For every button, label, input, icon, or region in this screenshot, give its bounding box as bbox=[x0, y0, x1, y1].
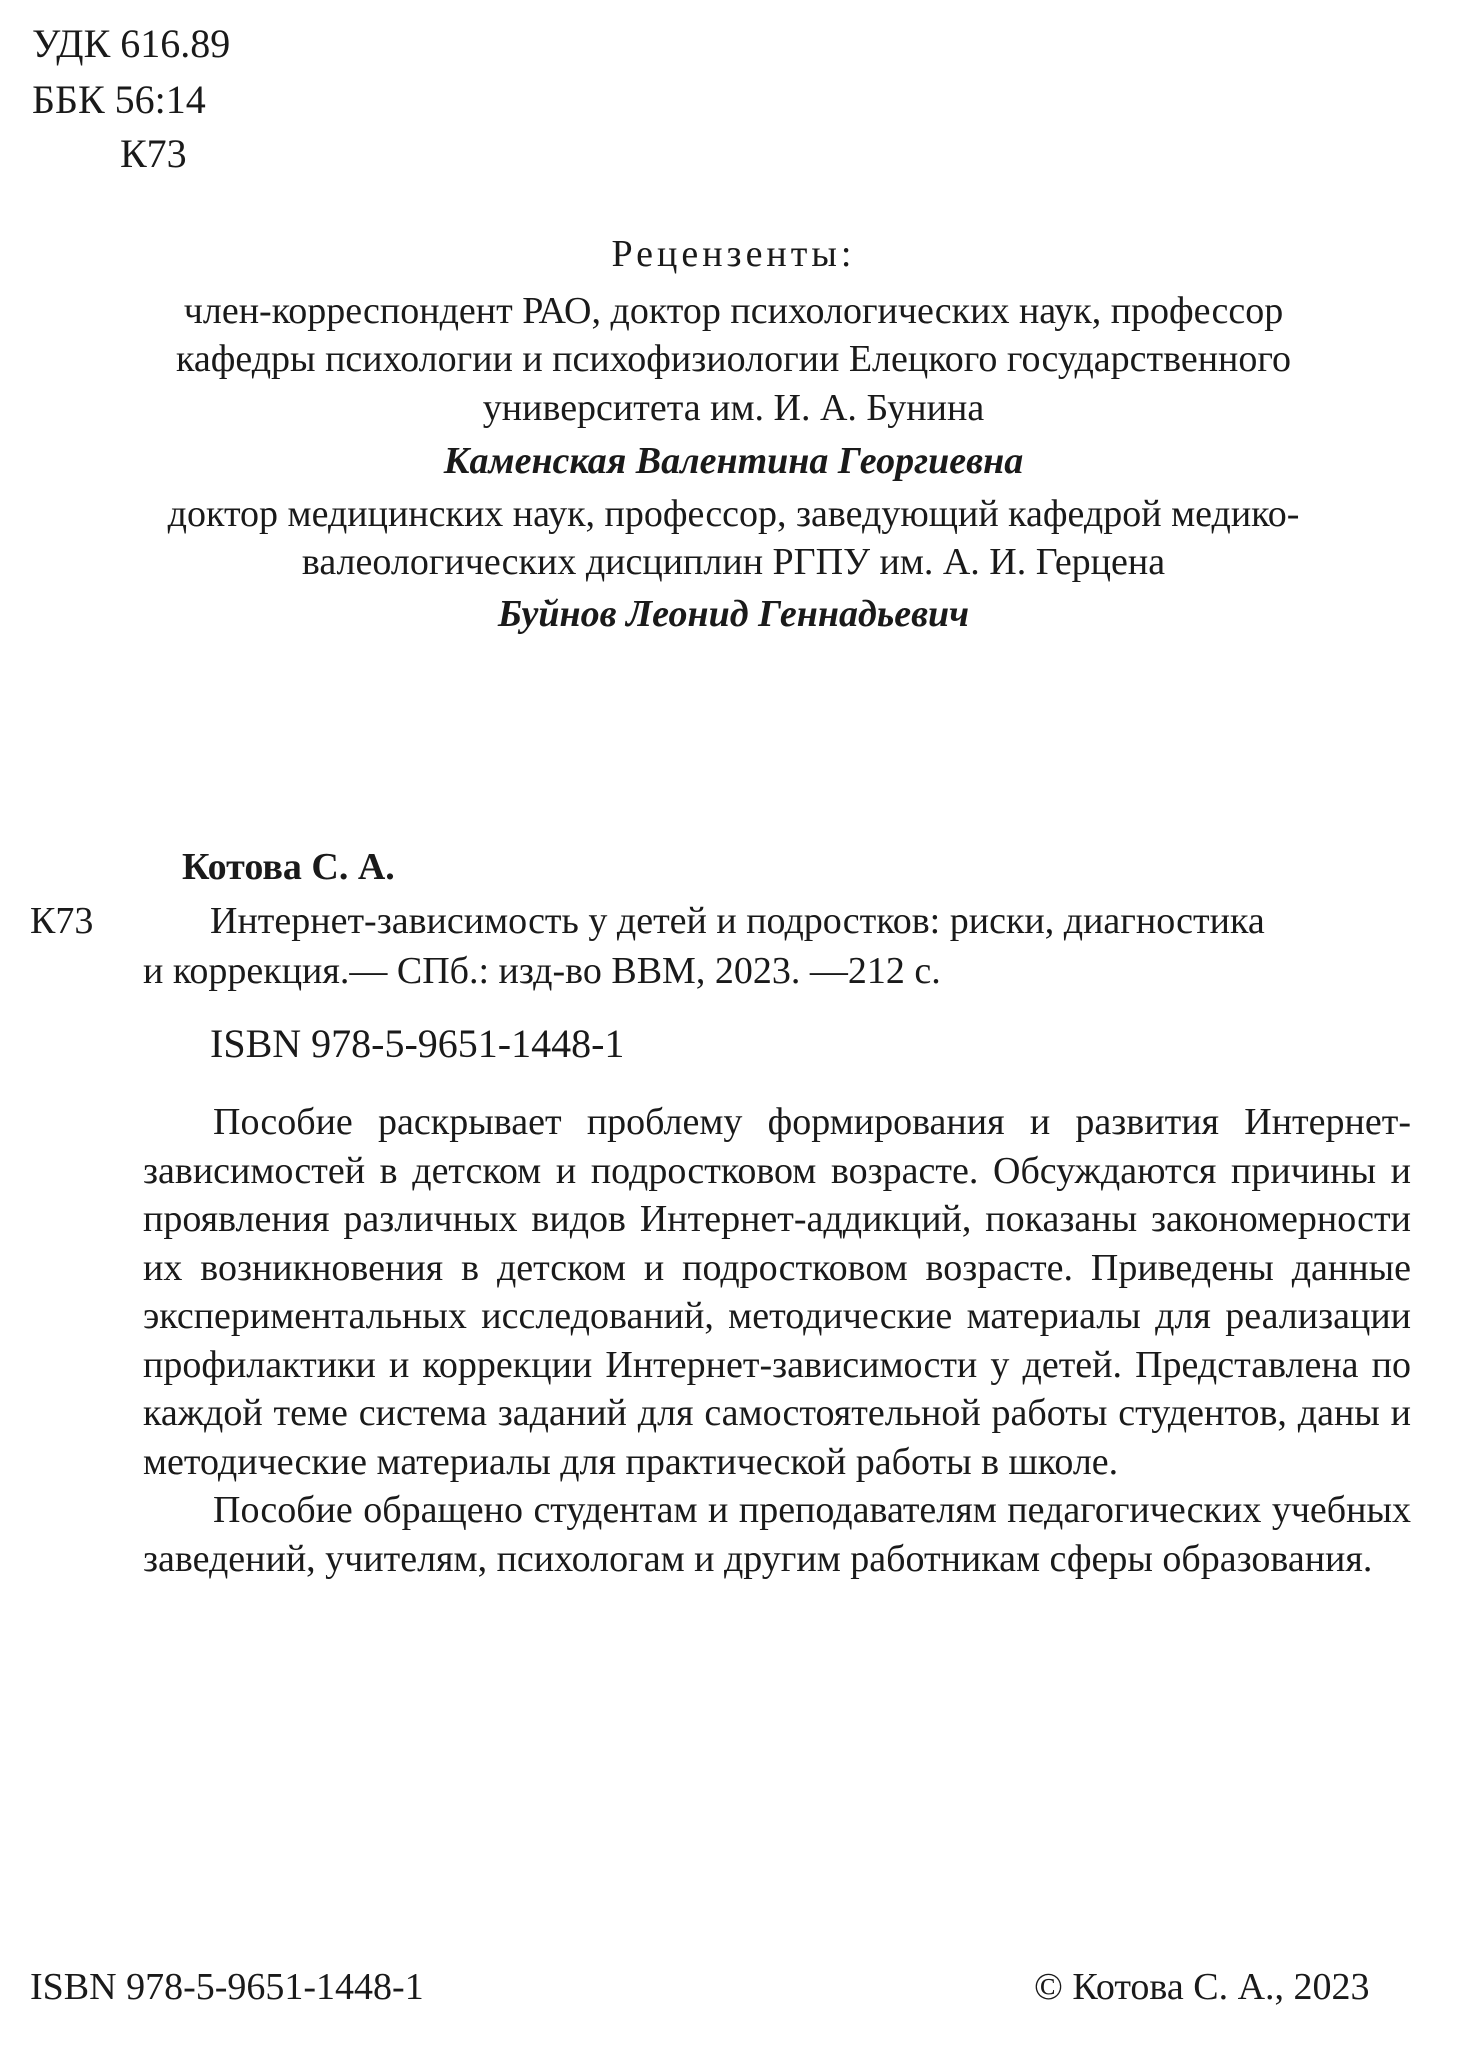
catalog-isbn: ISBN 978-5-9651-1448-1 bbox=[210, 1021, 625, 1066]
author-mark: К73 bbox=[120, 131, 187, 176]
reviewer2-affiliation-line: валеологических дисциплин РГПУ им. А. И. Герцена bbox=[301, 541, 1166, 583]
catalog-title-line: и коррекция.— СПб.: изд-во ВВМ, 2023. —212 с. bbox=[143, 950, 941, 992]
annotation-paragraph: Пособие обращено студентам и преподавателям педагогических учебных заведений, учителям, психологам и другим работникам сферы образования. bbox=[143, 1489, 1411, 1580]
bbk-code: ББК 56:14 bbox=[32, 77, 206, 122]
reviewers-heading: Рецензенты: bbox=[611, 233, 856, 275]
reviewer2-name: Буйнов Леонид Геннадьевич bbox=[497, 593, 970, 635]
udk-code: УДК 616.89 bbox=[32, 21, 231, 66]
catalog-mark: К73 bbox=[30, 900, 94, 942]
reviewer1-name: Каменская Валентина Георгиевна bbox=[443, 440, 1024, 482]
catalog-author: Котова С. А. bbox=[182, 846, 395, 888]
reviewer1-affiliation-line: университета им. И. А. Бунина bbox=[482, 387, 985, 429]
annotation bbox=[143, 1098, 1411, 1583]
reviewer1-affiliation-line: кафедры психологии и психофизиологии Елецкого государственного bbox=[175, 338, 1292, 380]
reviewer1-affiliation-line: член-корреспондент РАО, доктор психологических наук, профессор bbox=[183, 290, 1284, 332]
catalog-title-line: Интернет-зависимость у детей и подростков: риски, диагностика bbox=[210, 900, 1265, 942]
footer-isbn: ISBN 978-5-9651-1448-1 bbox=[30, 1966, 424, 2008]
annotation-paragraph: Пособие раскрывает проблему формирования и развития Интернет-зависимостей в детском и подростковом возрасте. Обсуждаются причины и проявления различных видов Интернет-аддикций, показаны закономерности их возникновения в детском и подростковом возрасте. Приведены данные экспериментальных исследований, методические материалы для реализации профилактики и коррекции Интернет-зависимости у детей. Представлена по каждой теме система заданий для самостоятельной работы студентов, даны и методические материалы для практической работы в школе. bbox=[143, 1101, 1411, 1483]
reviewer2-affiliation-line: доктор медицинских наук, профессор, заведующий кафедрой медико- bbox=[167, 493, 1300, 535]
footer-copyright: © Котова С. А., 2023 bbox=[1034, 1966, 1370, 2008]
